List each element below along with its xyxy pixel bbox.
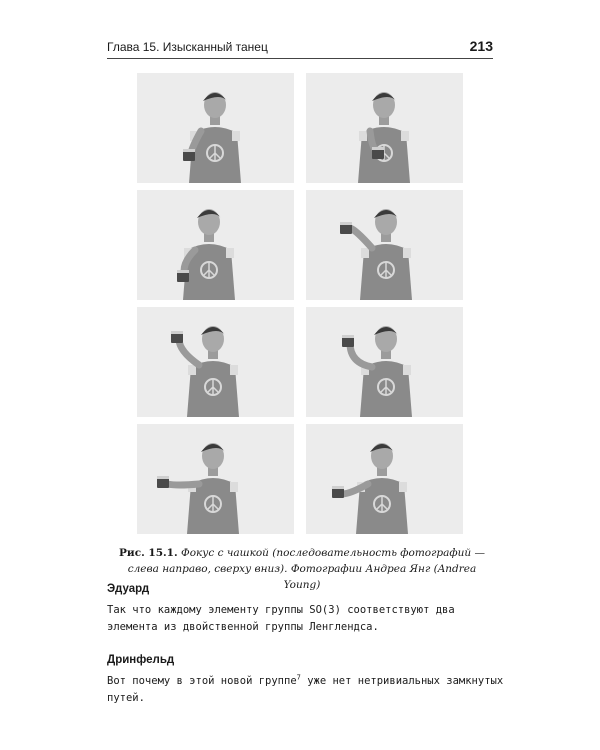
speaker-name: Дринфельд <box>107 654 175 666</box>
caption-label: Рис. 15.1. <box>119 547 178 559</box>
figure-caption <box>112 545 492 593</box>
photo-6 <box>306 307 463 417</box>
photo-illustration <box>306 307 463 417</box>
paragraph-line: Так что каждому элементу группы SO(3) соответствуют два <box>107 604 455 616</box>
photo-5 <box>137 307 294 417</box>
dialogue-paragraph <box>107 602 493 636</box>
footnote-marker: 7 <box>296 673 301 682</box>
photo-2 <box>306 73 463 183</box>
speaker-name: Эдуард <box>107 583 150 595</box>
photo-illustration <box>137 190 294 300</box>
paragraph-line: путей. <box>107 692 145 704</box>
paragraph-line-start: Вот почему в этой новой группе <box>107 675 297 687</box>
paragraph-line: элемента из двойственной группы Ленглендса. <box>107 621 379 633</box>
page-number: 213 <box>469 38 493 54</box>
photo-8 <box>306 424 463 534</box>
photo-illustration <box>306 190 463 300</box>
photo-1 <box>137 73 294 183</box>
chapter-title: Глава 15. Изысканный танец <box>107 40 268 54</box>
paragraph-line-end: уже нет нетривиальных замкнутых <box>300 675 504 687</box>
caption-text: Фокус с чашкой (последовательность фотографий — слева направо, сверху вниз). Фотографии Андреа Янг (Andrea Young) <box>127 547 485 591</box>
running-header <box>107 38 493 59</box>
photo-illustration <box>137 73 294 183</box>
photo-4 <box>306 190 463 300</box>
photo-grid <box>137 73 463 536</box>
photo-illustration <box>137 424 294 534</box>
photo-illustration <box>306 424 463 534</box>
photo-7 <box>137 424 294 534</box>
photo-illustration <box>306 73 463 183</box>
dialogue-paragraph <box>107 673 504 707</box>
photo-illustration <box>137 307 294 417</box>
photo-3 <box>137 190 294 300</box>
